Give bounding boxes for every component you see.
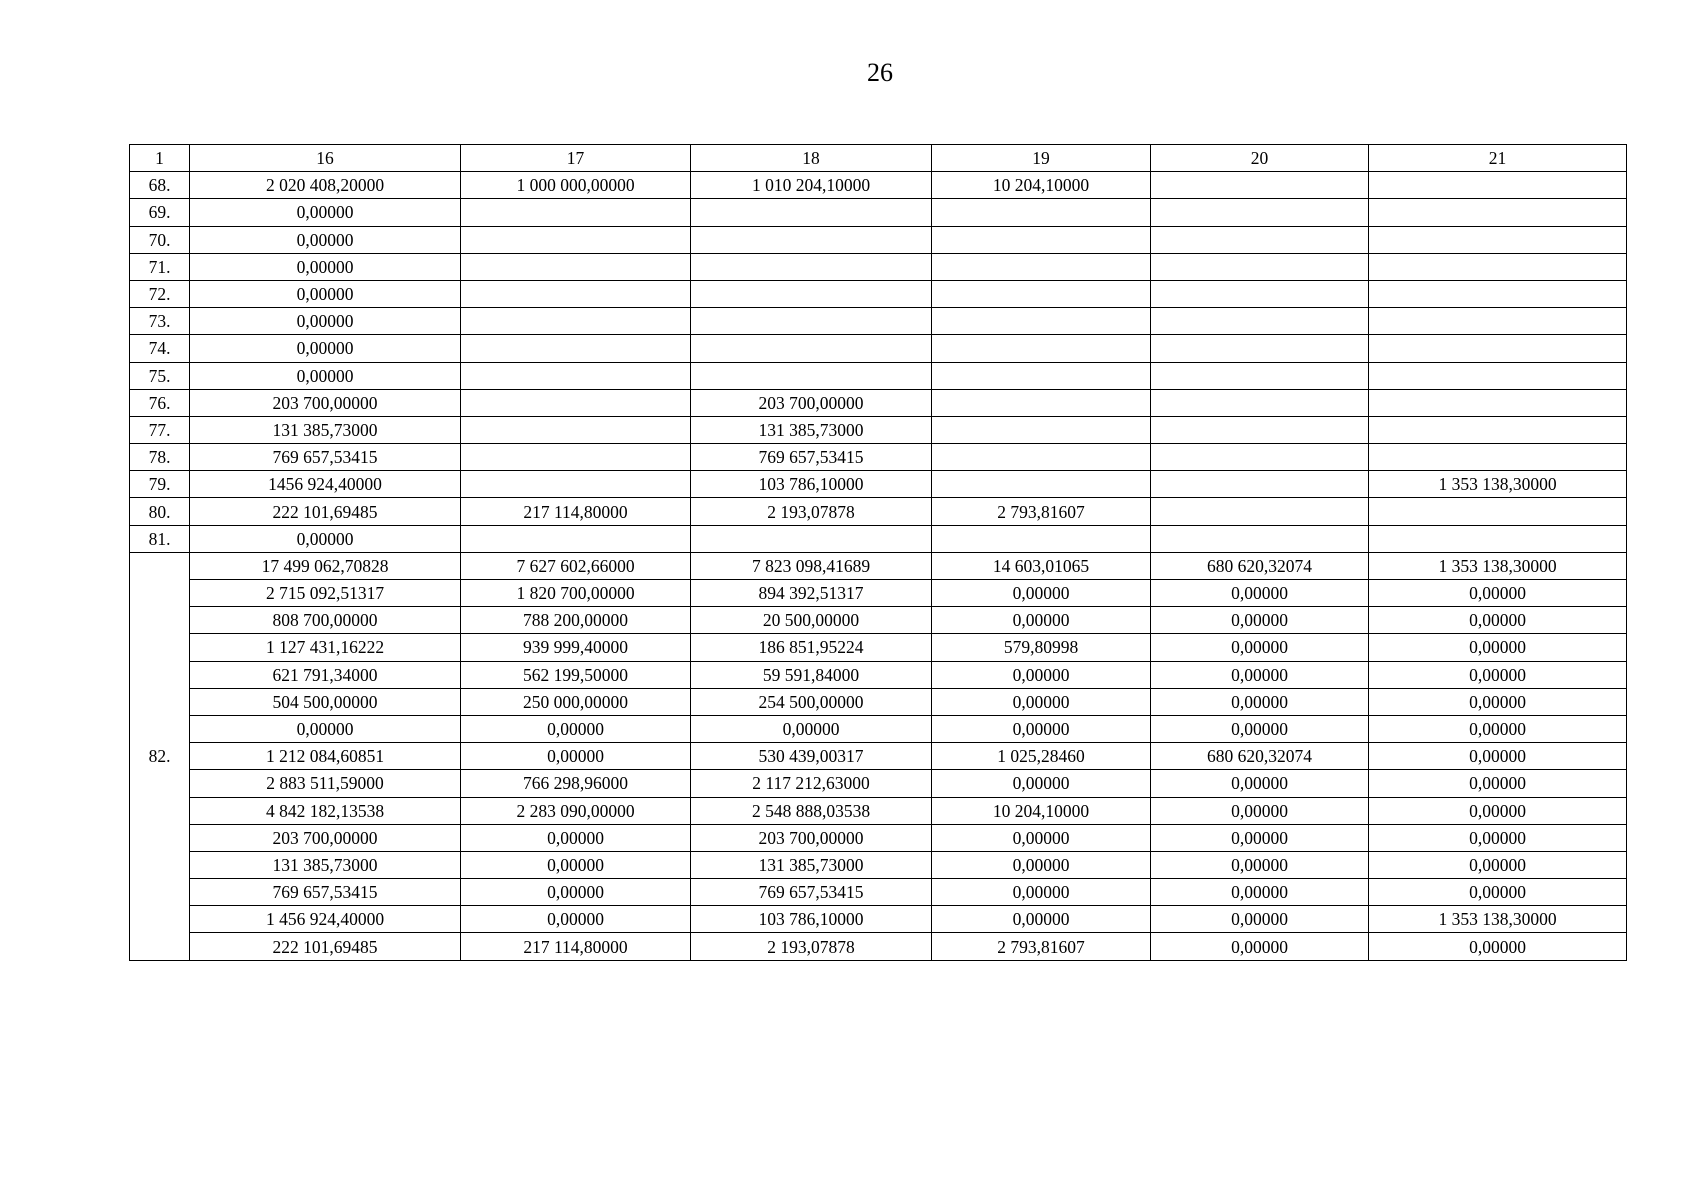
- table-cell: [1151, 335, 1369, 362]
- table-cell: 0,00000: [1151, 715, 1369, 742]
- table-cell: 1 456 924,40000: [190, 906, 461, 933]
- table-row: [130, 280, 1627, 307]
- table-cell: [461, 471, 691, 498]
- table-cell: 2 793,81607: [932, 498, 1151, 525]
- table-cell: 103 786,10000: [691, 906, 932, 933]
- table-row: [130, 743, 1627, 770]
- table-cell: 0,00000: [1151, 770, 1369, 797]
- table-cell: 530 439,00317: [691, 743, 932, 770]
- table-cell: 2 020 408,20000: [190, 172, 461, 199]
- table-cell: 0,00000: [1369, 607, 1627, 634]
- table-cell: 203 700,00000: [190, 824, 461, 851]
- table-cell: 7 627 602,66000: [461, 552, 691, 579]
- table-cell: 0,00000: [932, 879, 1151, 906]
- table-cell: 769 657,53415: [691, 444, 932, 471]
- table-cell: 0,00000: [1151, 634, 1369, 661]
- table-cell: 0,00000: [1369, 688, 1627, 715]
- table-cell: 0,00000: [1369, 634, 1627, 661]
- table-cell: 254 500,00000: [691, 688, 932, 715]
- table-cell: 131 385,73000: [190, 851, 461, 878]
- table-row: [130, 607, 1627, 634]
- table-cell: [1151, 362, 1369, 389]
- row-number-cell: 75.: [130, 362, 190, 389]
- table-cell: [1369, 444, 1627, 471]
- table-cell: 0,00000: [932, 770, 1151, 797]
- table-cell: [1151, 172, 1369, 199]
- table-cell: 1 127 431,16222: [190, 634, 461, 661]
- table-cell: [1369, 308, 1627, 335]
- table-cell: 808 700,00000: [190, 607, 461, 634]
- table-row: [130, 471, 1627, 498]
- table-cell: [1151, 471, 1369, 498]
- table-row: [130, 906, 1627, 933]
- table-cell: 250 000,00000: [461, 688, 691, 715]
- table-cell: 0,00000: [461, 851, 691, 878]
- table-cell: 0,00000: [1369, 851, 1627, 878]
- table-cell: 0,00000: [1369, 715, 1627, 742]
- table-cell: [932, 308, 1151, 335]
- table-row: [130, 226, 1627, 253]
- table-cell: 1456 924,40000: [190, 471, 461, 498]
- table-cell: 769 657,53415: [691, 879, 932, 906]
- table-cell: [1151, 498, 1369, 525]
- row-number-cell: 71.: [130, 253, 190, 280]
- table-cell: 0,00000: [1151, 824, 1369, 851]
- table-cell: 2 193,07878: [691, 498, 932, 525]
- table-cell: 562 199,50000: [461, 661, 691, 688]
- table-cell: [691, 226, 932, 253]
- column-header: 1: [130, 145, 190, 172]
- table-cell: 103 786,10000: [691, 471, 932, 498]
- table-row: [130, 444, 1627, 471]
- table-cell: 1 353 138,30000: [1369, 471, 1627, 498]
- table-cell: [1151, 280, 1369, 307]
- table-cell: [932, 199, 1151, 226]
- row-number-cell: 73.: [130, 308, 190, 335]
- table-row: [130, 770, 1627, 797]
- table-cell: 0,00000: [932, 715, 1151, 742]
- table-cell: [461, 525, 691, 552]
- table-cell: 0,00000: [190, 253, 461, 280]
- table-cell: 1 353 138,30000: [1369, 552, 1627, 579]
- table-cell: [1151, 308, 1369, 335]
- table-cell: [461, 226, 691, 253]
- table-cell: 621 791,34000: [190, 661, 461, 688]
- table-cell: 680 620,32074: [1151, 552, 1369, 579]
- row-number-cell: 76.: [130, 389, 190, 416]
- table-cell: [932, 525, 1151, 552]
- table-cell: 0,00000: [1369, 770, 1627, 797]
- row-number-cell: 72.: [130, 280, 190, 307]
- table-header: [130, 145, 1627, 172]
- table-cell: 217 114,80000: [461, 933, 691, 960]
- table-cell: [691, 335, 932, 362]
- table-cell: 0,00000: [1369, 580, 1627, 607]
- data-table: [129, 144, 1627, 961]
- table-cell: 59 591,84000: [691, 661, 932, 688]
- table-cell: 0,00000: [1369, 743, 1627, 770]
- table-cell: [932, 416, 1151, 443]
- table-cell: 0,00000: [932, 661, 1151, 688]
- row-number-cell: 70.: [130, 226, 190, 253]
- table-cell: [1369, 389, 1627, 416]
- table-cell: 0,00000: [190, 226, 461, 253]
- table-cell: 0,00000: [461, 906, 691, 933]
- table-row: [130, 580, 1627, 607]
- table-cell: 0,00000: [932, 607, 1151, 634]
- table-cell: 1 212 084,60851: [190, 743, 461, 770]
- table-cell: [932, 444, 1151, 471]
- table-row: [130, 661, 1627, 688]
- table-cell: 0,00000: [1369, 661, 1627, 688]
- column-header: 17: [461, 145, 691, 172]
- table-cell: [461, 444, 691, 471]
- table-cell: [1369, 199, 1627, 226]
- table-cell: [691, 525, 932, 552]
- table-cell: 0,00000: [461, 715, 691, 742]
- table-cell: [1151, 389, 1369, 416]
- table-row: [130, 933, 1627, 960]
- table-row: [130, 879, 1627, 906]
- table-row: [130, 715, 1627, 742]
- table-cell: 4 842 182,13538: [190, 797, 461, 824]
- column-header: 19: [932, 145, 1151, 172]
- table-cell: 1 010 204,10000: [691, 172, 932, 199]
- table-cell: 0,00000: [932, 906, 1151, 933]
- table-cell: 217 114,80000: [461, 498, 691, 525]
- table-cell: [932, 226, 1151, 253]
- table-row: [130, 688, 1627, 715]
- table-cell: 769 657,53415: [190, 444, 461, 471]
- table-cell: 0,00000: [1369, 824, 1627, 851]
- table-cell: 788 200,00000: [461, 607, 691, 634]
- table-cell: [1369, 335, 1627, 362]
- table-cell: 0,00000: [1151, 933, 1369, 960]
- table-cell: [932, 253, 1151, 280]
- row-number-cell: 81.: [130, 525, 190, 552]
- table-cell: 0,00000: [932, 688, 1151, 715]
- table-cell: [1369, 498, 1627, 525]
- table-cell: 769 657,53415: [190, 879, 461, 906]
- table-cell: 0,00000: [1151, 688, 1369, 715]
- table-cell: [691, 308, 932, 335]
- row-number-cell: 79.: [130, 471, 190, 498]
- table-cell: 17 499 062,70828: [190, 552, 461, 579]
- table-cell: 2 793,81607: [932, 933, 1151, 960]
- table-cell: 0,00000: [190, 280, 461, 307]
- table-cell: 1 025,28460: [932, 743, 1151, 770]
- column-header: 21: [1369, 145, 1627, 172]
- table-cell: [932, 362, 1151, 389]
- table-cell: 186 851,95224: [691, 634, 932, 661]
- table-cell: 894 392,51317: [691, 580, 932, 607]
- table-cell: 2 548 888,03538: [691, 797, 932, 824]
- table-cell: 0,00000: [1151, 879, 1369, 906]
- table-cell: 0,00000: [190, 308, 461, 335]
- table-cell: [932, 280, 1151, 307]
- table-cell: 131 385,73000: [691, 851, 932, 878]
- table-cell: [1151, 525, 1369, 552]
- table-cell: 2 117 212,63000: [691, 770, 932, 797]
- table-cell: 0,00000: [461, 743, 691, 770]
- table-cell: 0,00000: [1369, 933, 1627, 960]
- row-number-cell: 68.: [130, 172, 190, 199]
- table-cell: 203 700,00000: [190, 389, 461, 416]
- table-cell: [691, 199, 932, 226]
- table-cell: 20 500,00000: [691, 607, 932, 634]
- table-cell: 0,00000: [190, 199, 461, 226]
- table-row: [130, 199, 1627, 226]
- table-row: [130, 253, 1627, 280]
- column-header: 20: [1151, 145, 1369, 172]
- table-cell: 0,00000: [1151, 580, 1369, 607]
- table-cell: 0,00000: [1151, 906, 1369, 933]
- row-number-cell: 82.: [130, 552, 190, 960]
- table-cell: 2 883 511,59000: [190, 770, 461, 797]
- table-cell: [461, 199, 691, 226]
- table-cell: 0,00000: [190, 362, 461, 389]
- table-row: [130, 824, 1627, 851]
- table-cell: 10 204,10000: [932, 172, 1151, 199]
- header-row: [130, 145, 1627, 172]
- table-cell: 0,00000: [190, 335, 461, 362]
- table-cell: [1151, 253, 1369, 280]
- table-cell: 0,00000: [190, 525, 461, 552]
- table-cell: [1369, 253, 1627, 280]
- table-cell: [1369, 362, 1627, 389]
- table-cell: 203 700,00000: [691, 824, 932, 851]
- table-cell: 131 385,73000: [691, 416, 932, 443]
- table-row: [130, 172, 1627, 199]
- table-cell: [932, 389, 1151, 416]
- table-cell: 579,80998: [932, 634, 1151, 661]
- column-header: 16: [190, 145, 461, 172]
- table-cell: 7 823 098,41689: [691, 552, 932, 579]
- table-cell: [461, 362, 691, 389]
- table-cell: 10 204,10000: [932, 797, 1151, 824]
- table-cell: [461, 253, 691, 280]
- table-cell: 1 000 000,00000: [461, 172, 691, 199]
- table-cell: 504 500,00000: [190, 688, 461, 715]
- table-cell: 939 999,40000: [461, 634, 691, 661]
- column-header: 18: [691, 145, 932, 172]
- table-cell: 2 715 092,51317: [190, 580, 461, 607]
- table-body: [130, 172, 1627, 960]
- table-cell: [1151, 444, 1369, 471]
- table-cell: 0,00000: [691, 715, 932, 742]
- table-cell: [691, 253, 932, 280]
- table-cell: [1369, 280, 1627, 307]
- row-number-cell: 69.: [130, 199, 190, 226]
- table-cell: 0,00000: [932, 580, 1151, 607]
- table-row: [130, 416, 1627, 443]
- table-cell: [691, 362, 932, 389]
- table-cell: [1151, 416, 1369, 443]
- row-number-cell: 74.: [130, 335, 190, 362]
- page-number: 26: [867, 58, 893, 87]
- table-cell: 0,00000: [461, 879, 691, 906]
- table-cell: [461, 416, 691, 443]
- table-cell: [932, 335, 1151, 362]
- table-cell: [1369, 226, 1627, 253]
- table-cell: [1151, 199, 1369, 226]
- table-cell: [461, 280, 691, 307]
- table-row: [130, 851, 1627, 878]
- table-cell: 222 101,69485: [190, 933, 461, 960]
- table-row: [130, 634, 1627, 661]
- table-cell: 0,00000: [1369, 879, 1627, 906]
- table-cell: [461, 308, 691, 335]
- table-cell: 0,00000: [190, 715, 461, 742]
- table-cell: 131 385,73000: [190, 416, 461, 443]
- table-cell: [461, 335, 691, 362]
- row-number-cell: 77.: [130, 416, 190, 443]
- table-cell: 0,00000: [932, 824, 1151, 851]
- table-cell: 1 353 138,30000: [1369, 906, 1627, 933]
- table-cell: 0,00000: [461, 824, 691, 851]
- table-cell: 680 620,32074: [1151, 743, 1369, 770]
- table-cell: [1369, 525, 1627, 552]
- table-cell: 222 101,69485: [190, 498, 461, 525]
- table-cell: 0,00000: [1151, 607, 1369, 634]
- table-row: [130, 308, 1627, 335]
- table-cell: 0,00000: [1151, 797, 1369, 824]
- table-row: [130, 525, 1627, 552]
- table-cell: 2 193,07878: [691, 933, 932, 960]
- table-cell: 203 700,00000: [691, 389, 932, 416]
- row-number-cell: 80.: [130, 498, 190, 525]
- table-row: [130, 552, 1627, 579]
- table-cell: 2 283 090,00000: [461, 797, 691, 824]
- table-row: [130, 335, 1627, 362]
- table-cell: [691, 280, 932, 307]
- table-cell: [1151, 226, 1369, 253]
- table-row: [130, 498, 1627, 525]
- table-cell: 0,00000: [1369, 797, 1627, 824]
- table-cell: 1 820 700,00000: [461, 580, 691, 607]
- table-row: [130, 797, 1627, 824]
- table-cell: [1369, 416, 1627, 443]
- row-number-cell: 78.: [130, 444, 190, 471]
- table-cell: 766 298,96000: [461, 770, 691, 797]
- table-cell: [1369, 172, 1627, 199]
- table-cell: 0,00000: [932, 851, 1151, 878]
- table-cell: [461, 389, 691, 416]
- table-cell: 0,00000: [1151, 851, 1369, 878]
- table-cell: [932, 471, 1151, 498]
- table-row: [130, 362, 1627, 389]
- table-cell: 14 603,01065: [932, 552, 1151, 579]
- table-row: [130, 389, 1627, 416]
- table-cell: 0,00000: [1151, 661, 1369, 688]
